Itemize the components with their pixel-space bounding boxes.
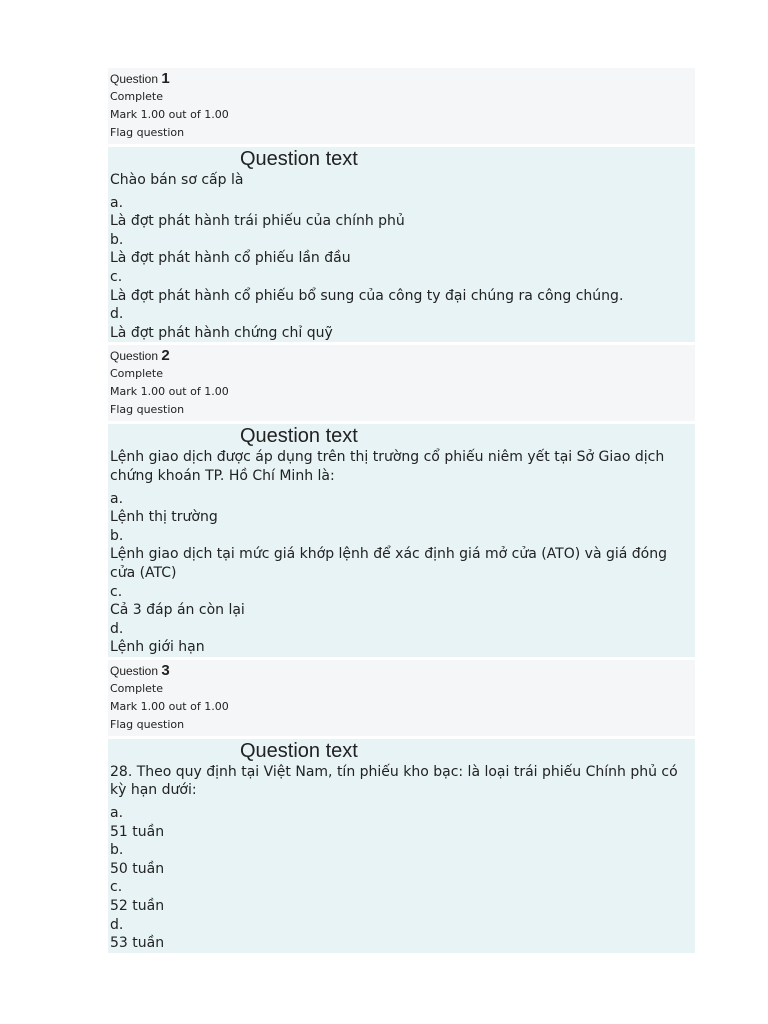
question-text: Lệnh giao dịch được áp dụng trên thị trường cổ phiếu niêm yết tại Sở Giao dịch chứng khoán TP. Hồ Chí Minh là:	[110, 449, 665, 484]
option-text: Là đợt phát hành trái phiếu của chính phủ	[110, 213, 405, 230]
option-letter: d.	[110, 916, 124, 933]
question-status: Complete	[110, 681, 164, 695]
flag-question-link[interactable]: Flag question	[110, 126, 185, 139]
question-text-heading: Question text	[240, 148, 358, 170]
question-label: Question	[110, 663, 159, 678]
answer-option[interactable]	[110, 194, 693, 231]
question-info-1	[108, 68, 695, 144]
question-info-3	[108, 660, 695, 736]
question-mark: Mark 1.00 out of 1.00	[110, 385, 229, 399]
question-number-value: 2	[161, 347, 170, 365]
option-text: Lệnh giao dịch tại mức giá khớp lệnh để xác định giá mở cửa (ATO) và giá đóng cửa (ATC)	[110, 546, 667, 581]
question-number	[110, 70, 693, 88]
option-text: 53 tuần	[110, 935, 165, 952]
answer-option[interactable]	[110, 841, 693, 878]
option-text: 51 tuần	[110, 823, 165, 840]
answer-option[interactable]	[110, 268, 693, 305]
option-letter: a.	[110, 805, 124, 822]
option-text: Là đợt phát hành cổ phiếu bổ sung của công ty đại chúng ra công chúng.	[110, 287, 624, 304]
question-number-value: 1	[161, 70, 170, 87]
flag-question-link[interactable]: Flag question	[110, 717, 185, 731]
option-letter: c.	[110, 268, 123, 285]
question-number-value: 3	[161, 661, 170, 679]
option-letter: b.	[110, 527, 124, 544]
answer-option[interactable]	[110, 916, 693, 953]
question-text-heading: Question text	[240, 739, 358, 762]
question-mark: Mark 1.00 out of 1.00	[110, 108, 229, 121]
option-letter: a.	[110, 194, 124, 211]
answer-option[interactable]	[110, 583, 693, 620]
question-status: Complete	[110, 367, 164, 381]
answer-option[interactable]	[110, 527, 693, 583]
answer-option[interactable]	[110, 878, 693, 915]
question-number	[110, 662, 693, 680]
option-text: Là đợt phát hành cổ phiếu lần đầu	[110, 250, 351, 267]
option-text: Cả 3 đáp án còn lại	[110, 602, 245, 619]
answer-option[interactable]	[110, 305, 693, 342]
option-letter: b.	[110, 842, 124, 859]
option-text: Lệnh thị trường	[110, 509, 218, 526]
option-text: 52 tuần	[110, 898, 165, 915]
flag-question-link[interactable]: Flag question	[110, 403, 185, 417]
question-text-heading: Question text	[240, 425, 358, 448]
question-content-3	[108, 739, 695, 953]
question-number	[110, 347, 693, 365]
answer-option[interactable]	[110, 490, 693, 527]
question-label: Question	[110, 349, 159, 364]
question-label: Question	[110, 72, 159, 86]
option-letter: c.	[110, 583, 123, 600]
question-info-2	[108, 345, 695, 421]
option-letter: c.	[110, 879, 123, 896]
option-text: 50 tuần	[110, 860, 165, 877]
option-letter: d.	[110, 620, 124, 637]
quiz-review-sheet	[108, 68, 695, 953]
option-letter: b.	[110, 231, 124, 248]
question-status: Complete	[110, 90, 164, 103]
option-letter: a.	[110, 490, 124, 507]
question-mark: Mark 1.00 out of 1.00	[110, 699, 229, 713]
question-text: Chào bán sơ cấp là	[110, 172, 244, 188]
question-text: 28. Theo quy định tại Việt Nam, tín phiếu kho bạc: là loại trái phiếu Chính phủ có kỳ hạn dưới:	[110, 763, 678, 799]
question-content-2	[108, 424, 695, 657]
option-letter: d.	[110, 306, 124, 323]
answer-option[interactable]	[110, 620, 693, 657]
answer-option[interactable]	[110, 231, 693, 268]
answer-option[interactable]	[110, 804, 693, 841]
question-content-1	[108, 147, 695, 342]
option-text: Là đợt phát hành chứng chỉ quỹ	[110, 324, 333, 341]
option-text: Lệnh giới hạn	[110, 639, 205, 656]
